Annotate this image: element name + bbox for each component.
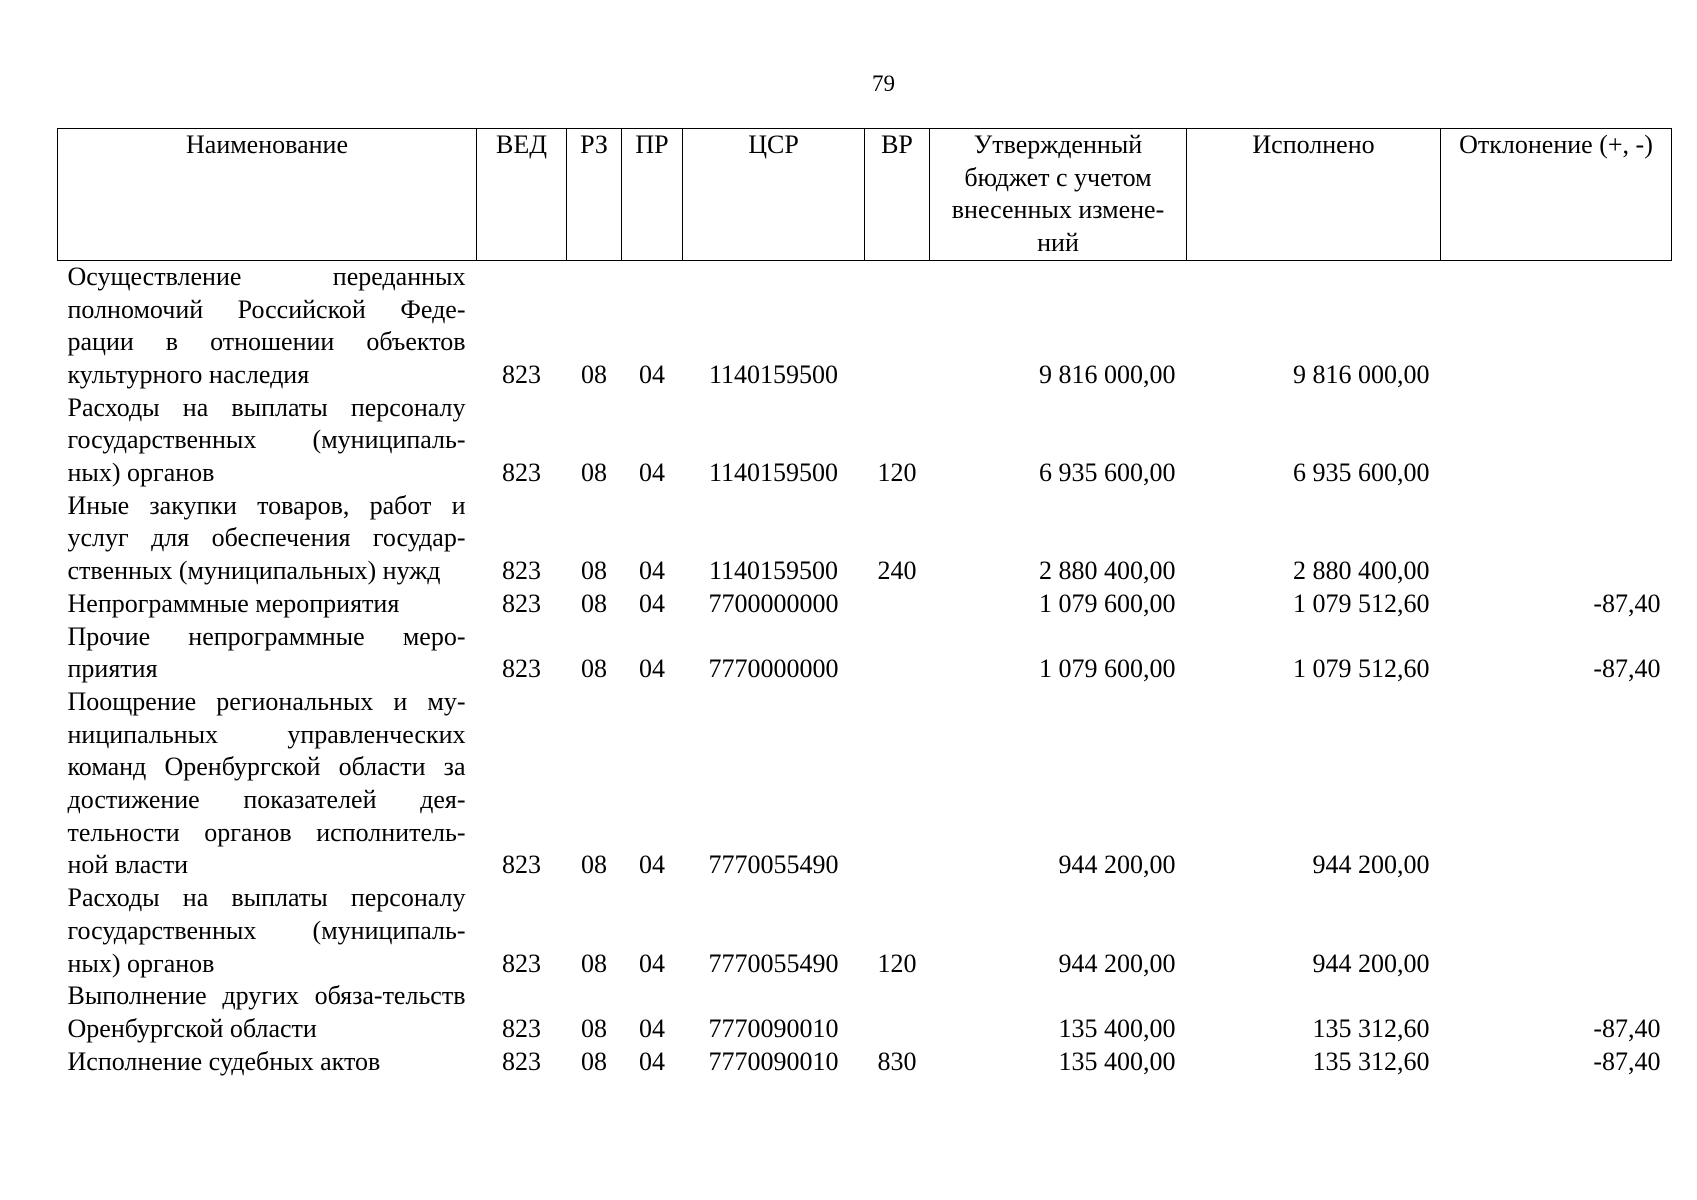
cell-rz: 08 — [581, 654, 607, 684]
cell-ved: 823 — [502, 948, 541, 978]
cell-deviation: -87,40 — [1593, 1046, 1661, 1076]
cell-deviation: -87,40 — [1593, 1013, 1661, 1043]
cell-vr: 120 — [877, 458, 917, 488]
cell-name: Осуществление переданных полномочий Российской Феде-рации в отношении объектов культурного наследия — [67, 261, 466, 389]
cell-deviation — [1441, 490, 1672, 588]
cell-rz: 08 — [581, 1013, 607, 1043]
cell-rz: 08 — [581, 359, 607, 389]
cell-vr — [865, 260, 930, 391]
cell-vr: 120 — [877, 948, 917, 978]
cell-ved: 823 — [502, 458, 541, 488]
table-row — [58, 980, 1672, 1045]
cell-executed: 944 200,00 — [1312, 850, 1430, 880]
cell-deviation — [1441, 260, 1672, 391]
header-ved: ВЕД — [477, 129, 567, 261]
cell-executed: 1 079 512,60 — [1293, 654, 1430, 684]
header-name: Наименование — [58, 129, 477, 261]
cell-approved: 2 880 400,00 — [1039, 556, 1176, 586]
cell-csr: 1140159500 — [708, 359, 839, 389]
cell-executed: 6 935 600,00 — [1293, 458, 1430, 488]
cell-name: Поощрение региональных и му-ниципальных управленческих команд Оренбургской области за достижение показателей дея-тельности органов исполнитель-ной власти — [67, 686, 466, 880]
table-row — [58, 490, 1672, 588]
cell-executed: 2 880 400,00 — [1293, 556, 1430, 586]
cell-ved: 823 — [502, 1013, 541, 1043]
cell-csr: 7700000000 — [708, 588, 839, 618]
cell-ved: 823 — [502, 850, 541, 880]
cell-vr: 830 — [877, 1046, 917, 1076]
cell-deviation: -87,40 — [1593, 588, 1661, 618]
cell-approved: 6 935 600,00 — [1039, 458, 1176, 488]
cell-rz: 08 — [581, 588, 607, 618]
cell-rz: 08 — [581, 948, 607, 978]
table-row — [58, 686, 1672, 882]
cell-rz: 08 — [581, 850, 607, 880]
cell-executed: 135 312,60 — [1312, 1046, 1430, 1076]
budget-execution-table — [57, 128, 1672, 1078]
table-row — [58, 260, 1672, 391]
cell-executed: 1 079 512,60 — [1293, 588, 1430, 618]
cell-csr: 7770055490 — [708, 850, 839, 880]
cell-pr: 04 — [639, 458, 665, 488]
cell-pr: 04 — [639, 1013, 665, 1043]
cell-approved: 944 200,00 — [1058, 850, 1176, 880]
header-vr: ВР — [865, 129, 930, 261]
cell-pr: 04 — [639, 556, 665, 586]
cell-ved: 823 — [502, 588, 541, 618]
page-number: 79 — [872, 71, 895, 96]
cell-rz: 08 — [581, 458, 607, 488]
cell-vr: 240 — [877, 556, 917, 586]
cell-vr — [865, 588, 930, 621]
cell-pr: 04 — [639, 359, 665, 389]
cell-approved: 1 079 600,00 — [1039, 654, 1176, 684]
cell-deviation — [1441, 392, 1672, 490]
cell-name: Расходы на выплаты персоналу государственных (муниципаль-ных) органов — [67, 392, 466, 488]
table-body — [58, 260, 1672, 1078]
cell-approved: 1 079 600,00 — [1039, 588, 1176, 618]
cell-pr: 04 — [639, 1046, 665, 1076]
header-row — [58, 129, 1672, 261]
cell-executed: 9 816 000,00 — [1293, 359, 1430, 389]
header-pr: ПР — [622, 129, 683, 261]
cell-name: Расходы на выплаты персоналу государственных (муниципаль-ных) органов — [67, 883, 466, 978]
cell-ved: 823 — [502, 556, 541, 586]
cell-name: Выполнение других обяза-тельств Оренбургской области — [67, 981, 466, 1043]
cell-approved: 135 400,00 — [1058, 1046, 1176, 1076]
table-row — [58, 882, 1672, 980]
cell-vr — [865, 980, 930, 1045]
cell-csr: 7770000000 — [708, 654, 839, 684]
cell-pr: 04 — [639, 948, 665, 978]
cell-rz: 08 — [581, 1046, 607, 1076]
cell-ved: 823 — [502, 359, 541, 389]
header-rz: РЗ — [567, 129, 622, 261]
header-csr: ЦСР — [683, 129, 865, 261]
cell-pr: 04 — [639, 654, 665, 684]
cell-rz: 08 — [581, 556, 607, 586]
cell-deviation — [1441, 686, 1672, 882]
cell-pr: 04 — [639, 850, 665, 880]
table-row — [58, 588, 1672, 621]
cell-executed: 944 200,00 — [1312, 948, 1430, 978]
cell-deviation: -87,40 — [1593, 654, 1661, 684]
cell-ved: 823 — [502, 654, 541, 684]
cell-deviation — [1441, 882, 1672, 980]
table-header — [58, 129, 1672, 261]
cell-csr: 1140159500 — [708, 556, 839, 586]
cell-csr: 7770055490 — [708, 948, 839, 978]
table-row — [58, 1046, 1672, 1079]
cell-csr: 7770090010 — [708, 1013, 839, 1043]
cell-approved: 944 200,00 — [1058, 948, 1176, 978]
cell-ved: 823 — [502, 1046, 541, 1076]
table-row — [58, 621, 1672, 686]
cell-name: Прочие непрограммные меро-приятия — [67, 621, 466, 684]
cell-approved: 135 400,00 — [1058, 1013, 1176, 1043]
cell-name: Непрограммные мероприятия — [67, 588, 400, 618]
cell-approved: 9 816 000,00 — [1039, 359, 1176, 389]
cell-vr — [865, 686, 930, 882]
cell-csr: 1140159500 — [708, 458, 839, 488]
header-executed: Исполнено — [1187, 129, 1441, 261]
header-deviation: Отклонение (+, -) — [1441, 129, 1672, 261]
cell-name: Иные закупки товаров, работ и услуг для обеспечения государ-ственных (муниципальных) нужд — [67, 490, 466, 586]
cell-executed: 135 312,60 — [1312, 1013, 1430, 1043]
cell-vr — [865, 621, 930, 686]
table-row — [58, 392, 1672, 490]
header-approved-budget: Утвержденный бюджет с учетом внесенных измене-ний — [930, 129, 1187, 261]
cell-pr: 04 — [639, 588, 665, 618]
cell-name: Исполнение судебных актов — [67, 1046, 381, 1076]
cell-csr: 7770090010 — [708, 1046, 839, 1076]
